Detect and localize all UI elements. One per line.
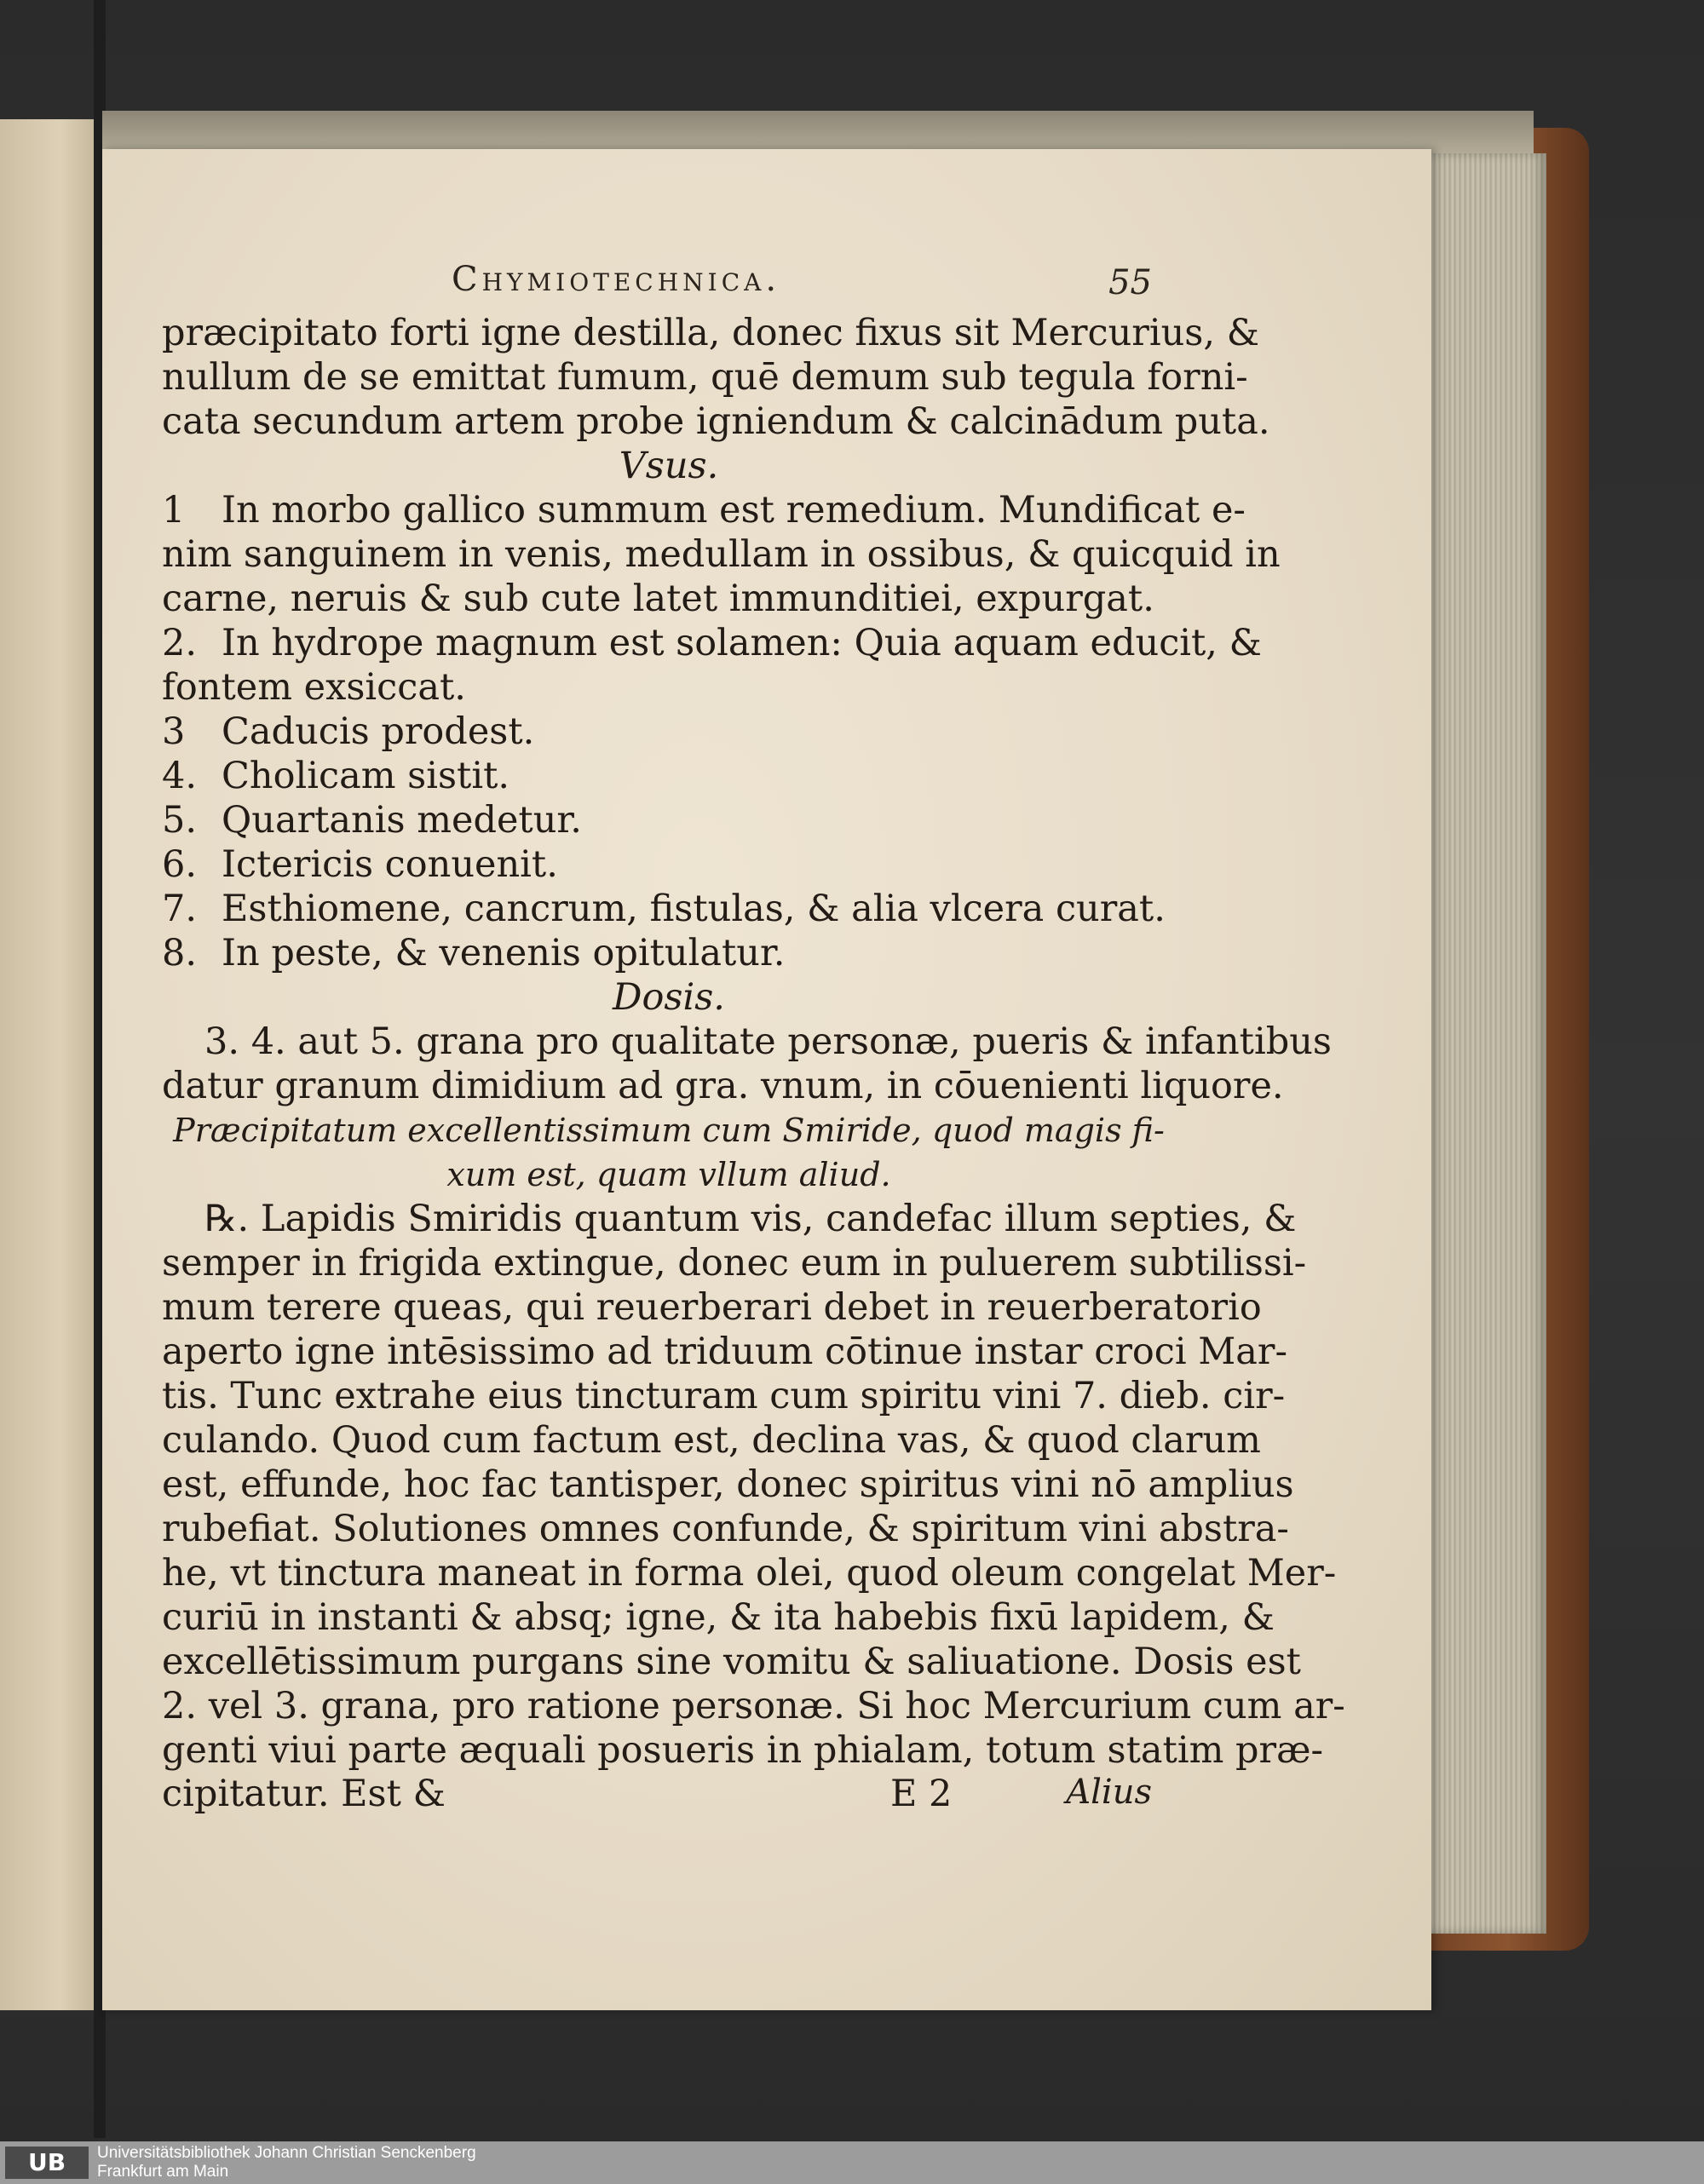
usus-item-8 [162,931,1176,975]
text-line: nullum de se emittat fumum, quē demum sub tegula forni- [162,356,1248,399]
text-line: aperto igne intēsissimo ad triduum cōtinue instar croci Mar- [162,1331,1288,1373]
text-line: tis. Tunc extrahe eius tincturam cum spiritu vini 7. dieb. cir- [162,1375,1286,1417]
section-subheading: Præcipitatum excellentissimum cum Smiride, quod magis fi- [173,1112,1165,1149]
text-line: datur granum dimidium ad gra. vnum, in cōuenienti liquore. [162,1065,1284,1107]
last-line [162,1773,1176,1817]
library-footer-bar [0,2141,1704,2184]
dosis-heading: Dosis. [613,976,725,1019]
text-line: 3. 4. aut 5. grana pro qualitate personæ, pueris & infantibus [204,1020,1332,1063]
item-number: 4. [162,755,198,797]
text-line: carne, neruis & sub cute latet immunditiei, expurgat. [162,578,1154,620]
library-name [97,2144,476,2181]
text-line: est, effunde, hoc fac tantisper, donec spiritus vini nō amplius [162,1463,1294,1506]
page-text [162,251,1345,1817]
section-subheading: xum est, quam vllum aliud. [446,1156,891,1193]
text-line: cata secundum artem probe igniendum & calcinādum puta. [162,400,1270,443]
page-number: 55 [1108,263,1152,302]
item-text: Caducis prodest. [222,710,535,753]
text-line: he, vt tinctura maneat in forma olei, quod oleum congelat Mer- [162,1552,1337,1595]
item-text: In peste, & venenis opitulatur. [222,932,786,974]
item-number: 6. [162,843,198,886]
text-line: præcipitato forti igne destilla, donec fixus sit Mercurius, & [162,312,1259,354]
item-text: Esthiomene, cancrum, fistulas, & alia vlcera curat. [222,888,1166,930]
usus-heading: Vsus. [619,445,719,487]
catchword: Alius [1066,1773,1152,1812]
signature-mark: E 2 [890,1773,953,1815]
text-line: fontem exsiccat. [162,666,466,709]
item-number: 8. [162,932,198,974]
usus-item-5 [162,798,1176,842]
item-text: In hydrope magnum est solamen: Quia aquam educit, & [222,622,1262,664]
text-line: culando. Quod cum factum est, declina vas, & quod clarum [162,1419,1261,1462]
item-number: 1 [162,489,186,532]
ub-logo: UB [5,2147,89,2179]
text-line: semper in frigida extingue, donec eum in puluerem subtilissi- [162,1242,1307,1285]
item-number: 5. [162,799,198,842]
item-number: 7. [162,888,198,930]
text-line: 2. vel 3. grana, pro ratione personæ. Si hoc Mercurium cum ar- [162,1685,1345,1727]
page-block-edges [1414,153,1546,1934]
usus-item-3 [162,710,1176,754]
library-name-line2: Frankfurt am Main [97,2163,229,2181]
usus-item-4 [162,754,1176,798]
book-top-edge [102,111,1534,153]
adjacent-left-page [0,119,101,2010]
running-title: Chymiotechnica. [452,260,781,299]
item-text: Ictericis conuenit. [222,843,558,886]
item-text: Cholicam sistit. [222,755,510,797]
usus-item-6 [162,842,1176,887]
usus-item-1 [162,488,1246,532]
text-line: nim sanguinem in venis, medullam in ossibus, & quicquid in [162,533,1281,576]
text-line: rubefiat. Solutiones omnes confunde, & spiritum vini abstra- [162,1508,1289,1550]
usus-item-7 [162,887,1176,931]
item-number: 3 [162,710,186,753]
text-line: mum terere queas, qui reuerberari debet in reuerberatorio [162,1286,1262,1329]
text-line: excellētissimum purgans sine vomitu & saliuatione. Dosis est [162,1641,1301,1683]
item-text: Quartanis medetur. [222,799,582,842]
item-text: In morbo gallico summum est remedium. Mundificat e- [222,489,1246,532]
last-text: cipitatur. Est & [162,1773,446,1815]
text-line: genti viui parte æquali posueris in phialam, totum statim præ- [162,1729,1324,1772]
usus-item-2 [162,621,1262,665]
text-line: ℞. Lapidis Smiridis quantum vis, candefac illum septies, & [204,1198,1297,1240]
item-number: 2. [162,622,198,664]
text-line: curiū in instanti & absq; igne, & ita habebis fixū lapidem, & [162,1596,1275,1639]
library-name-line1: Universitätsbibliothek Johann Christian Senckenberg [97,2144,476,2162]
running-head [162,251,1176,311]
